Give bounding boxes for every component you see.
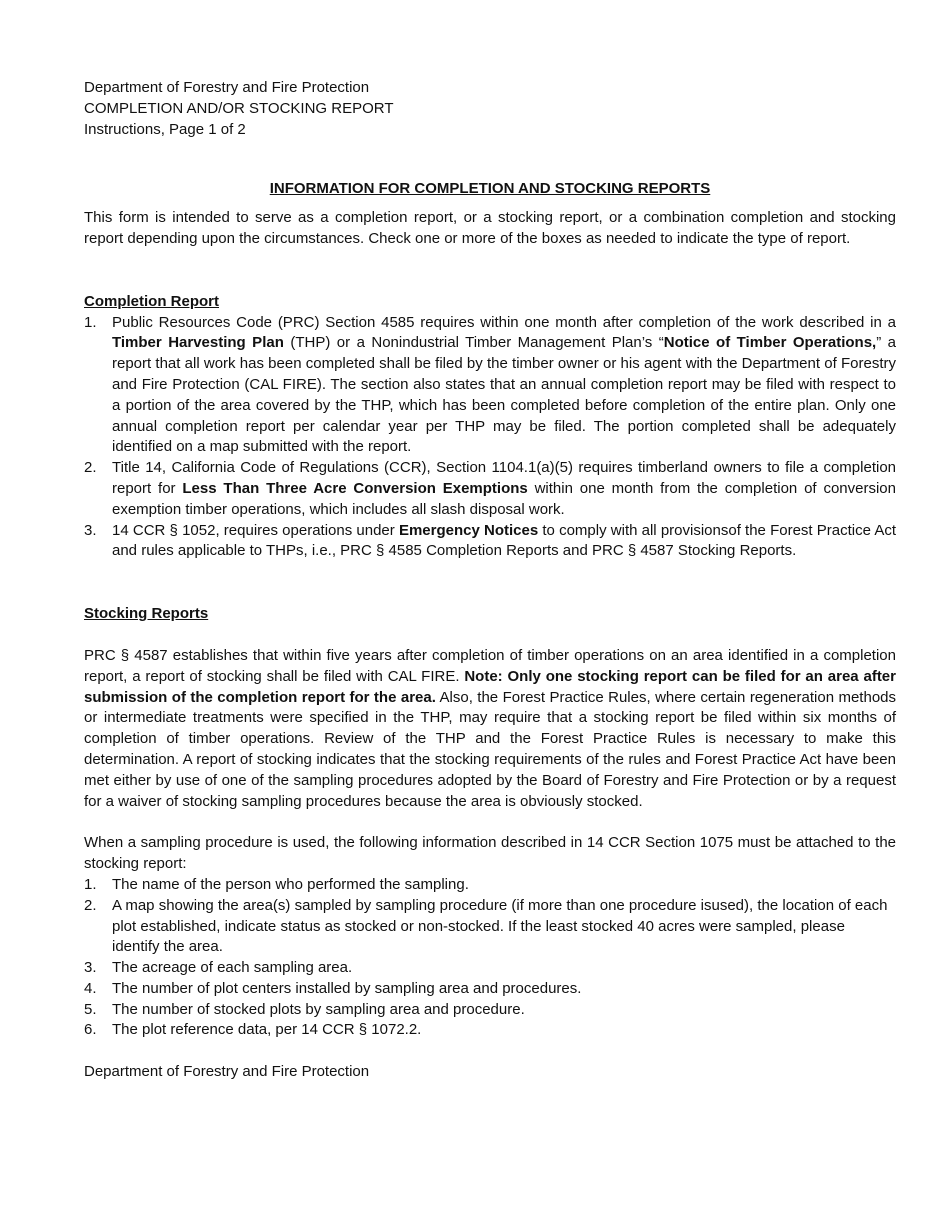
list-item-text: The acreage of each sampling area. <box>112 959 353 977</box>
list-item-text: to comply with all provisionsof the Forest Practice Act and rules applicable to THPs, i.e., PRC § 4585 Completion Reports and PRC § 4587 Stocking Reports. <box>112 521 896 560</box>
list-item <box>84 979 896 1000</box>
document-header <box>84 78 896 140</box>
completion-report-heading: Completion Report <box>84 292 219 310</box>
header-department: Department of Forestry and Fire Protection <box>84 79 370 96</box>
list-item-number: 3. <box>84 959 97 977</box>
stocking-paragraph <box>84 646 896 812</box>
list-item-text: The number of plot centers installed by sampling area and procedures. <box>112 979 582 997</box>
list-item-number: 4. <box>84 979 97 997</box>
list-item-text: 14 CCR § 1052, requires operations under <box>112 521 399 539</box>
stocking-note: Note: Only one stocking report can be filed for an area after submission of the completion report for the area. <box>84 667 896 706</box>
header-form-title: COMPLETION AND/OR STOCKING REPORT <box>84 99 394 117</box>
stocking-reports-heading: Stocking Reports <box>84 605 209 623</box>
list-item-text: ” a report that all work has been completed shall be filed by the timber owner or his agent with the Department of Forestry and Fire Protection (CAL FIRE). The section also states that an annual completion report may be filed with respect to a portion of the area covered by the THP, which has been completed before completion of the entire plan. Only one annual completion report per calendar year per THP may be filed. The portion completed shall be adequately identified on a map submitted with the report. <box>112 334 897 456</box>
list-item-number: 3. <box>84 521 97 539</box>
list-item-number: 1. <box>84 875 97 893</box>
stocking-text: PRC § 4587 establishes that within five years after completion of timber operations on an area identified in a completion report, a report of stocking shall be filed with CAL FIRE. <box>84 646 896 685</box>
stocking-text: Also, the Forest Practice Rules, where certain regeneration methods or intermediate treatments were specified in the THP, may require that a stocking report be filed within six months of completion of timber operations. Review of the THP and the Forest Practice Rules is necessary to make this determination. A report of stocking indicates that the stocking requirements of the rules and Forest Practice Act have been met either by use of one of the sampling procedures adopted by the Board of Forestry and Fire Protection or by a request for a waiver of stocking sampling procedures because the area is obviously stocked. <box>84 688 897 810</box>
list-item-bold-text: Notice of Timber Operations, <box>663 334 877 352</box>
intro-paragraph: This form is intended to serve as a completion report, or a stocking report, or a combination completion and stocking report depending upon the circumstances. Check one or more of the boxes as needed to indicate the type of report. <box>84 209 896 247</box>
list-item-text: (THP) or a Nonindustrial Timber Management Plan’s “ <box>283 334 664 352</box>
sampling-info-list <box>84 875 896 1041</box>
list-item <box>84 1020 896 1041</box>
list-item-number: 2. <box>84 459 97 477</box>
sampling-intro-paragraph: When a sampling procedure is used, the following information described in 14 CCR Section 1075 must be attached to the stocking report: <box>84 834 896 873</box>
list-item <box>84 521 896 563</box>
list-item <box>84 896 896 958</box>
list-item <box>84 958 896 979</box>
list-item-text: Title 14, California Code of Regulations (CCR), Section 1104.1(a)(5) requires timberland owners to file a completion report for <box>112 459 896 497</box>
header-page-info: Instructions, Page 1 of 2 <box>84 120 246 138</box>
main-title: INFORMATION FOR COMPLETION AND STOCKING REPORTS <box>269 180 711 198</box>
list-item-text: Public Resources Code (PRC) Section 4585 requires within one month after completion of the work described in a <box>112 313 896 331</box>
list-item-bold-text: Emergency Notices <box>398 521 539 539</box>
list-item <box>84 313 896 459</box>
list-item-number: 2. <box>84 896 97 914</box>
list-item-bold-text: Timber Harvesting Plan <box>112 334 284 352</box>
list-item-number: 6. <box>84 1021 97 1039</box>
list-item-text: A map showing the area(s) sampled by sampling procedure (if more than one procedure isused), the location of each plot established, indicate status as stocked or non-stocked. If the least stocked 40 acres were sampled, please identify the area. <box>112 896 888 956</box>
list-item-number: 5. <box>84 1000 97 1018</box>
document-page <box>84 78 896 1083</box>
list-item-number: 1. <box>84 313 97 331</box>
list-item-bold-text: Less Than Three Acre Conversion Exemptions <box>182 479 528 497</box>
list-item <box>84 458 896 520</box>
list-item-text: The name of the person who performed the sampling. <box>112 875 469 893</box>
list-item <box>84 1000 896 1021</box>
list-item-text: The plot reference data, per 14 CCR § 1072.2. <box>112 1021 422 1039</box>
completion-report-list <box>84 313 896 563</box>
list-item-text: The number of stocked plots by sampling area and procedure. <box>112 1000 525 1018</box>
footer-department: Department of Forestry and Fire Protection <box>84 1063 370 1081</box>
list-item <box>84 875 896 896</box>
list-item-text: within one month from the completion of conversion exemption timber operations, which includes all slash disposal work. <box>112 479 896 518</box>
